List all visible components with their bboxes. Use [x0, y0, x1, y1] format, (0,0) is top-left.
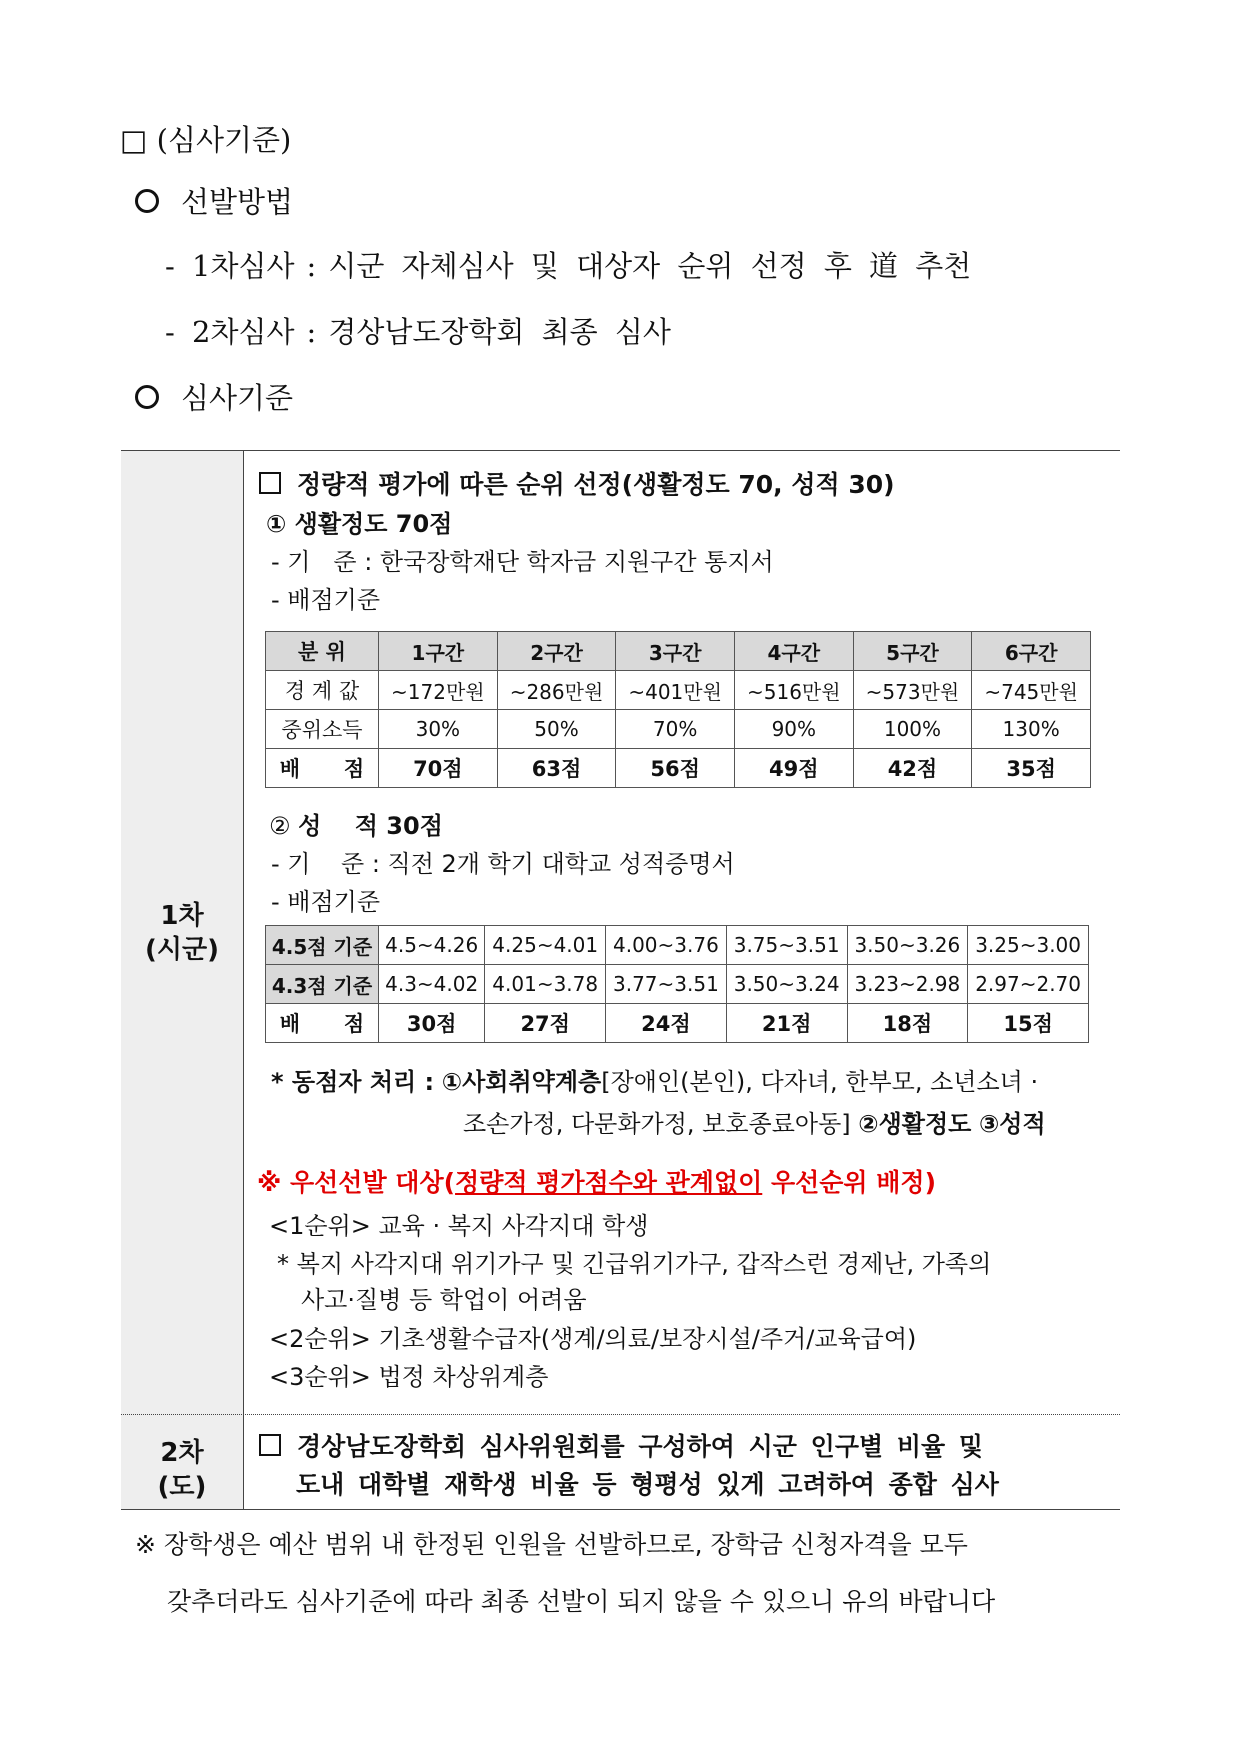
stage1-label: 1차 (시군): [145, 901, 219, 965]
stage-divider: [121, 1414, 1120, 1415]
footnote-line2: 갖추더라도 심사기준에 따라 최종 선발이 되지 않을 수 있으니 유의 바랍니다: [167, 1587, 996, 1616]
ring-bullet-icon: [135, 385, 159, 409]
stage2-label: 2차 (도): [157, 1438, 207, 1502]
criteria-box: [121, 450, 1120, 1510]
table-row: 배 점 70점 63점 56점 49점 42점 35점: [266, 749, 1091, 788]
method-item-2: - 2차심사 : 경상남도장학회 최종 심사: [165, 315, 671, 349]
grade-table: [265, 925, 1089, 1043]
living-score-label: - 배점기준: [271, 586, 381, 614]
priority-title: ※ 우선선발 대상(정량적 평가점수와 관계없이 우선순위 배정): [257, 1168, 936, 1197]
living-table: [265, 631, 1091, 788]
priority-rank2: <2순위> 기초생활수급자(생계/의료/보장시설/주거/교육급여): [269, 1325, 917, 1353]
grade-basis: - 기 준 : 직전 2개 학기 대학교 성적증명서: [271, 850, 735, 878]
table-row: 4.5점 기준 4.5~4.26 4.25~4.01 4.00~3.76 3.75~3.51 3.50~3.26 3.25~3.00: [266, 926, 1089, 965]
stage2-text-1: 경상남도장학회 심사위원회를 구성하여 시군 인구별 비율 및: [259, 1427, 983, 1463]
footnote-line1: ※ 장학생은 예산 범위 내 한정된 인원을 선발하므로, 장학금 신청자격을 모두: [135, 1530, 968, 1559]
table-row: 중위소득 30% 50% 70% 90% 100% 130%: [266, 710, 1091, 749]
checkbox-icon: [259, 1434, 281, 1456]
checkbox-icon: [259, 472, 281, 494]
tie-break-line1: * 동점자 처리 : ①사회취약계층[장애인(본인), 다자녀, 한부모, 소년소녀 ·: [271, 1068, 1039, 1096]
priority-rank1-note: * 복지 사각지대 위기가구 및 긴급위기가구, 갑작스런 경제난, 가족의: [277, 1250, 992, 1278]
stage2-text-2: 도내 대학별 재학생 비율 등 형평성 있게 고려하여 종합 심사: [296, 1470, 999, 1499]
priority-rank3: <3순위> 법정 차상위계층: [269, 1363, 549, 1391]
table-row: 경 계 값 ~172만원 ~286만원 ~401만원 ~516만원 ~573만원 ~745만원: [266, 671, 1091, 710]
table-row: 배 점 30점 27점 24점 21점 18점 15점: [266, 1004, 1089, 1043]
table-row: 분 위 1구간 2구간 3구간 4구간 5구간 6구간: [266, 632, 1091, 671]
grade-score-label: - 배점기준: [271, 888, 381, 916]
grade-title: ② 성 적 30점: [269, 812, 443, 840]
living-title: ① 생활정도 70점: [266, 510, 453, 538]
tie-break-line2: 조손가정, 다문화가정, 보호종료아동] ②생활정도 ③성적: [463, 1110, 1046, 1138]
section-title: (심사기준): [156, 123, 292, 157]
method-heading: 선발방법: [135, 180, 293, 221]
ring-bullet-icon: [135, 189, 159, 213]
stage-label-column: [121, 451, 244, 1509]
section-heading: [120, 118, 291, 159]
priority-rank1: <1순위> 교육 · 복지 사각지대 학생: [269, 1212, 649, 1240]
criteria-heading: 심사기준: [135, 376, 293, 417]
table-row: 4.3점 기준 4.3~4.02 4.01~3.78 3.77~3.51 3.50~3.24 3.23~2.98 2.97~2.70: [266, 965, 1089, 1004]
living-basis: - 기 준 : 한국장학재단 학자금 지원구간 통지서: [271, 548, 774, 576]
checkbox-icon: □: [120, 123, 148, 157]
quant-title: 정량적 평가에 따른 순위 선정(생활정도 70, 성적 30): [259, 465, 895, 501]
method-item-1: - 1차심사 : 시군 자체심사 및 대상자 순위 선정 후 道 추천: [165, 249, 972, 283]
priority-rank1-note-cont: 사고·질병 등 학업이 어려움: [301, 1286, 587, 1314]
